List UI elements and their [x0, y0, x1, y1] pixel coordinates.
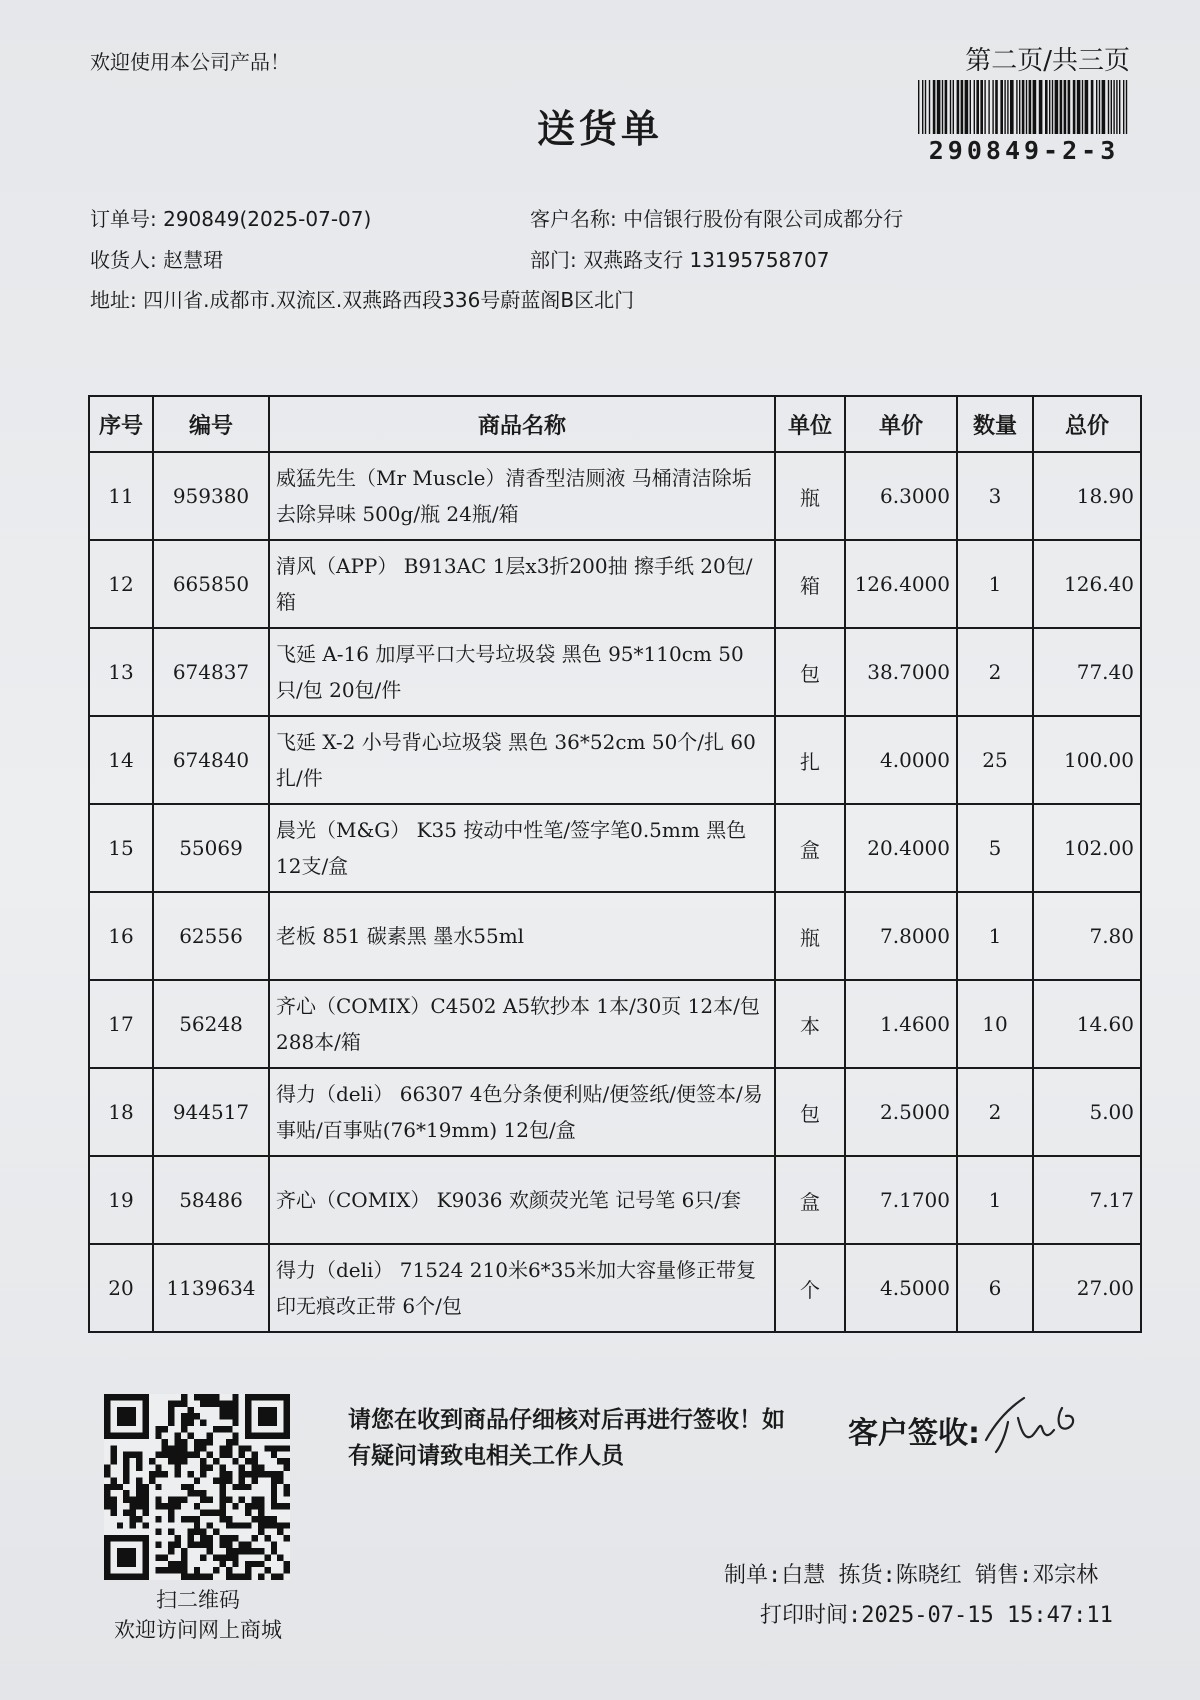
column-header-price: 单价 [845, 396, 957, 452]
cell-total: 5.00 [1033, 1068, 1141, 1156]
staff-info: 制单:白慧 拣货:陈晓红 销售:邓宗林 [724, 1563, 1099, 1588]
cell-seq: 11 [89, 452, 153, 540]
column-header-name: 商品名称 [269, 396, 775, 452]
cell-unit-price: 6.3000 [845, 452, 957, 540]
customer-signature-label: 客户签收: [848, 1416, 980, 1451]
order-number-label: 订单号: [90, 207, 157, 231]
cell-product-name: 齐心（COMIX）C4502 A5软抄本 1本/30页 12本/包 288本/箱 [269, 980, 775, 1068]
cell-unit-price: 7.1700 [845, 1156, 957, 1244]
cell-unit: 瓶 [775, 892, 845, 980]
cell-total: 77.40 [1033, 628, 1141, 716]
welcome-text: 欢迎使用本公司产品！ [90, 50, 290, 74]
column-header-qty: 数量 [957, 396, 1033, 452]
cell-product-name: 得力（deli） 66307 4色分条便利贴/便签纸/便签本/易事贴/百事贴(76*19mm) 12包/盒 [269, 1068, 775, 1156]
cell-unit-price: 20.4000 [845, 804, 957, 892]
column-header-code: 编号 [153, 396, 269, 452]
table-row [89, 452, 1141, 540]
cell-unit-price: 2.5000 [845, 1068, 957, 1156]
address-label: 地址: [90, 288, 137, 312]
cell-seq: 14 [89, 716, 153, 804]
department-label: 部门: [530, 248, 577, 272]
cell-product-name: 飞延 A-16 加厚平口大号垃圾袋 黑色 95*110cm 50只/包 20包/件 [269, 628, 775, 716]
cell-seq: 18 [89, 1068, 153, 1156]
cell-total: 102.00 [1033, 804, 1141, 892]
cell-unit-price: 4.5000 [845, 1244, 957, 1332]
cell-seq: 19 [89, 1156, 153, 1244]
cell-code: 674837 [153, 628, 269, 716]
cell-quantity: 2 [957, 1068, 1033, 1156]
cell-code: 58486 [153, 1156, 269, 1244]
cell-total: 100.00 [1033, 716, 1141, 804]
cell-quantity: 1 [957, 892, 1033, 980]
customer-name-label: 客户名称: [530, 207, 617, 231]
cell-unit: 包 [775, 1068, 845, 1156]
cell-quantity: 10 [957, 980, 1033, 1068]
cell-product-name: 晨光（M&G） K35 按动中性笔/签字笔0.5mm 黑色 12支/盒 [269, 804, 775, 892]
cell-product-name: 飞延 X-2 小号背心垃圾袋 黑色 36*52cm 50个/扎 60扎/件 [269, 716, 775, 804]
document-title: 送货单 [536, 107, 663, 151]
cell-total: 126.40 [1033, 540, 1141, 628]
table-row [89, 892, 1141, 980]
cell-unit-price: 126.4000 [845, 540, 957, 628]
table-header-row [89, 396, 1141, 452]
qr-caption [80, 1585, 316, 1645]
cell-unit: 瓶 [775, 452, 845, 540]
cell-quantity: 1 [957, 1156, 1033, 1244]
cell-total: 7.80 [1033, 892, 1141, 980]
cell-product-name: 得力（deli） 71524 210米6*35米加大容量修正带复印无痕改正带 6个/包 [269, 1244, 775, 1332]
customer-name-field [530, 203, 903, 232]
cell-total: 27.00 [1033, 1244, 1141, 1332]
cell-unit-price: 1.4600 [845, 980, 957, 1068]
cell-seq: 15 [89, 804, 153, 892]
cell-total: 18.90 [1033, 452, 1141, 540]
cell-unit: 盒 [775, 804, 845, 892]
cell-unit: 包 [775, 628, 845, 716]
address-field [90, 284, 634, 313]
customer-name-value: 中信银行股份有限公司成都分行 [623, 207, 904, 231]
cell-unit-price: 4.0000 [845, 716, 957, 804]
cell-code: 959380 [153, 452, 269, 540]
table-row [89, 628, 1141, 716]
cell-seq: 16 [89, 892, 153, 980]
column-header-seq: 序号 [89, 396, 153, 452]
cell-seq: 17 [89, 980, 153, 1068]
cell-quantity: 25 [957, 716, 1033, 804]
print-time: 打印时间:2025-07-15 15:47:11 [760, 1603, 1113, 1628]
cell-unit: 箱 [775, 540, 845, 628]
handwritten-signature [978, 1388, 1098, 1458]
department-field [530, 244, 829, 273]
cell-unit: 盒 [775, 1156, 845, 1244]
cell-product-name: 威猛先生（Mr Muscle）清香型洁厕液 马桶清洁除垢去除异味 500g/瓶 24瓶/箱 [269, 452, 775, 540]
cell-unit: 个 [775, 1244, 845, 1332]
column-header-total: 总价 [1033, 396, 1141, 452]
cell-product-name: 齐心（COMIX） K9036 欢颜荧光笔 记号笔 6只/套 [269, 1156, 775, 1244]
cell-unit-price: 38.7000 [845, 628, 957, 716]
order-number-value: 290849(2025-07-07) [163, 207, 372, 231]
cell-total: 7.17 [1033, 1156, 1141, 1244]
cell-code: 1139634 [153, 1244, 269, 1332]
cell-quantity: 6 [957, 1244, 1033, 1332]
cell-seq: 12 [89, 540, 153, 628]
qr-code-image [104, 1394, 290, 1580]
barcode-number: 290849-2-3 [928, 136, 1120, 165]
table-row [89, 804, 1141, 892]
table-row [89, 1068, 1141, 1156]
cell-unit: 本 [775, 980, 845, 1068]
table-row [89, 980, 1141, 1068]
table-row [89, 1156, 1141, 1244]
cell-seq: 13 [89, 628, 153, 716]
items-table [88, 395, 1142, 1333]
cell-seq: 20 [89, 1244, 153, 1332]
cell-total: 14.60 [1033, 980, 1141, 1068]
cell-unit-price: 7.8000 [845, 892, 957, 980]
receipt-notice: 请您在收到商品仔细核对后再进行签收！如有疑问请致电相关工作人员 [348, 1407, 785, 1469]
cell-quantity: 2 [957, 628, 1033, 716]
cell-code: 62556 [153, 892, 269, 980]
receiver-label: 收货人: [90, 248, 157, 272]
cell-unit: 扎 [775, 716, 845, 804]
cell-product-name: 清风（APP） B913AC 1层x3折200抽 擦手纸 20包/箱 [269, 540, 775, 628]
qr-caption-line-2: 欢迎访问网上商城 [114, 1618, 282, 1642]
cell-code: 55069 [153, 804, 269, 892]
receiver-field [90, 244, 223, 273]
cell-code: 56248 [153, 980, 269, 1068]
table-row [89, 1244, 1141, 1332]
cell-quantity: 5 [957, 804, 1033, 892]
cell-product-name: 老板 851 碳素黑 墨水55ml [269, 892, 775, 980]
cell-quantity: 3 [957, 452, 1033, 540]
table-row [89, 540, 1141, 628]
cell-quantity: 1 [957, 540, 1033, 628]
department-value: 双燕路支行 13195758707 [583, 248, 830, 272]
column-header-unit: 单位 [775, 396, 845, 452]
qr-caption-line-1: 扫二维码 [156, 1588, 240, 1612]
cell-code: 674840 [153, 716, 269, 804]
cell-code: 665850 [153, 540, 269, 628]
order-number-field [90, 203, 371, 232]
page-indicator: 第二页/共三页 [965, 46, 1130, 76]
cell-code: 944517 [153, 1068, 269, 1156]
receiver-value: 赵慧珺 [163, 248, 224, 272]
address-value: 四川省.成都市.双流区.双燕路西段336号蔚蓝阁B区北门 [143, 288, 635, 312]
table-row [89, 716, 1141, 804]
